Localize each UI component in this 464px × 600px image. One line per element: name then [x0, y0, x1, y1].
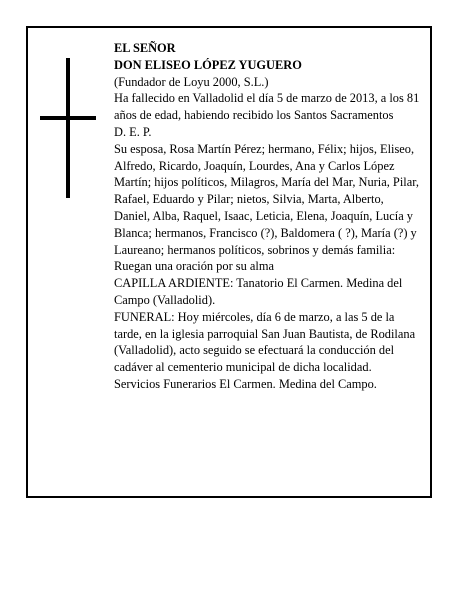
- deceased-affiliation: (Fundador de Loyu 2000, S.L.): [114, 74, 269, 89]
- cross-vertical-bar: [66, 58, 70, 198]
- funeral-services: Servicios Funerarios El Carmen. Medina del Campo.: [114, 376, 377, 391]
- deceased-title: EL SEÑOR: [114, 41, 176, 55]
- cross-horizontal-bar: [40, 116, 96, 120]
- deceased-name: DON ELISEO LÓPEZ YUGUERO: [114, 57, 302, 72]
- death-announcement: Ha fallecido en Valladolid el día 5 de marzo de 2013, a los 81 años de edad, habiendo recibido los Santos Sacramentos: [114, 91, 420, 123]
- prayer-request: Ruegan una oración por su alma: [114, 259, 274, 274]
- chapel-info: CAPILLA ARDIENTE: Tanatorio El Carmen. Medina del Campo (Valladolid).: [114, 276, 403, 307]
- obituary-text: [114, 40, 420, 393]
- cross-icon: [40, 58, 96, 198]
- family-list: Su esposa, Rosa Martín Pérez; hermano, Félix; hijos, Eliseo, Alfredo, Ricardo, Joaquín, Lourdes, Ana y Carlos López Martín; hijos políticos, Milagros, María del Mar, Nuria, Pilar, Rafael, Eduardo y Pilar; nietos, Silvia, Marta, Alberto, Daniel, Alba, Raquel, Isaac, Leticia, Elena, Joaquín, Lucía y Blanca; hermanos, Francisco (?), Baldomera ( ?), María (?) y Laureano; hermanos políticos, sobrinos y demás familia:: [114, 141, 419, 257]
- rip-line: D. E. P.: [114, 124, 152, 139]
- obituary-notice-frame: [26, 26, 432, 498]
- funeral-info: FUNERAL: Hoy miércoles, día 6 de marzo, a las 5 de la tarde, en la iglesia parroquial San Juan Bautista, de Rodilana (Valladolid), acto seguido se efectuará la conducción del cadáver al cementerio municipal de dicha localidad.: [114, 309, 416, 375]
